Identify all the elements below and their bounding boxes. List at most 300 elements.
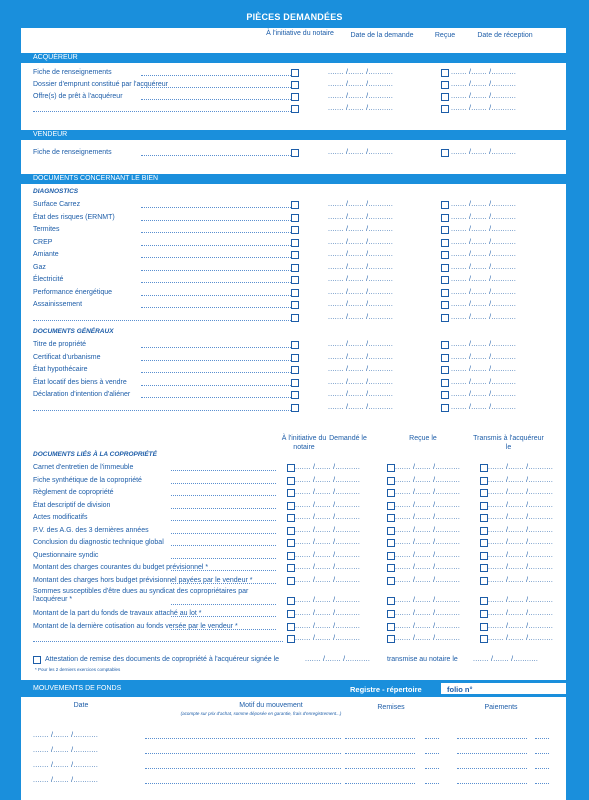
mvt-motif-2[interactable] xyxy=(145,761,341,769)
copro-row-7-date-demande[interactable]: ....... /....... /........... xyxy=(295,551,361,559)
mvt-header-paiements: Paiements xyxy=(484,704,518,711)
section-acquereur: ACQUÉREUR xyxy=(21,53,566,63)
diagnostic-row-0-initiative-checkbox[interactable] xyxy=(291,201,299,209)
copro-row-1-initiative-checkbox[interactable] xyxy=(287,477,295,485)
acquereur-row-3-leader xyxy=(33,104,293,112)
diagnostic-row-7-date-demande[interactable]: ....... /....... /........... xyxy=(328,288,394,296)
general-row-5-date-demande[interactable]: ....... /....... /........... xyxy=(328,403,394,411)
copro-row-7-recue-checkbox[interactable] xyxy=(387,552,395,560)
diagnostic-row-8-date-demande[interactable]: ....... /....... /........... xyxy=(328,301,394,308)
mvt-header-motif-sub: (acompte sur prix d'achat, somme déposée en garantie, frais d'enregistrement...) xyxy=(180,711,342,716)
copro-row-6-date-transmis[interactable]: ....... /....... /........... xyxy=(488,539,554,546)
vendeur-row-0-date-demande[interactable]: ....... /....... /........... xyxy=(328,149,394,156)
copro-row-2-transmis-checkbox[interactable] xyxy=(480,489,488,497)
copro-row-9-transmis-checkbox[interactable] xyxy=(480,577,488,585)
copro-row-3-date-recue[interactable]: ....... /....... /........... xyxy=(395,501,461,509)
mvt-row-0 xyxy=(21,731,566,741)
copro-row-11-transmis-checkbox[interactable] xyxy=(480,610,488,618)
general-row-1 xyxy=(21,353,566,363)
copro-row-11-date-demande[interactable]: ....... /....... /........... xyxy=(295,610,361,617)
diagnostic-row-2-initiative-checkbox[interactable] xyxy=(291,226,299,234)
section-bien: DOCUMENTS CONCERNANT LE BIEN xyxy=(21,174,566,184)
copro-row-1-label: Fiche synthétique de la copropriété xyxy=(33,476,142,484)
diagnostic-row-1-recue-checkbox[interactable] xyxy=(441,214,449,222)
diagnostic-row-6-label: Électricité xyxy=(33,276,64,283)
general-row-3-leader xyxy=(141,378,291,386)
copro-row-0-recue-checkbox[interactable] xyxy=(387,464,395,472)
diagnostic-row-8-initiative-checkbox[interactable] xyxy=(291,301,299,309)
copro-row-9-label: Montant des charges hors budget prévisionnel payées par le vendeur * xyxy=(33,576,253,584)
general-row-0-recue-checkbox[interactable] xyxy=(441,341,449,349)
copro-row-6-label: Conclusion du diagnostic technique global xyxy=(33,539,164,546)
copro-header-transmis: Transmis à l'acquéreur le xyxy=(473,435,544,451)
header-date-reception: Date de réception xyxy=(477,32,533,39)
copro-header-recue: Reçue le xyxy=(409,435,437,442)
copro-row-1 xyxy=(21,476,566,486)
copro-row-13-date-demande[interactable]: ....... /....... /........... xyxy=(295,635,361,642)
diagnostic-row-9-date-demande[interactable]: ....... /....... /........... xyxy=(328,313,394,321)
acquereur-row-1-date-demande[interactable]: ....... /....... /........... xyxy=(328,81,394,88)
copro-row-0-transmis-checkbox[interactable] xyxy=(480,464,488,472)
mvt-paiement-1[interactable] xyxy=(457,746,527,754)
copro-row-3-transmis-checkbox[interactable] xyxy=(480,502,488,510)
acquereur-row-2-initiative-checkbox[interactable] xyxy=(291,93,299,101)
diagnostic-row-4-date-reception[interactable]: ....... /....... /........... xyxy=(451,251,517,258)
copro-row-11-initiative-checkbox[interactable] xyxy=(287,610,295,618)
copro-row-8-leader xyxy=(171,563,276,571)
diagnostic-row-8-leader xyxy=(141,300,291,308)
diagnostic-row-8-label: Assainissement xyxy=(33,301,83,308)
copro-row-7-date-transmis[interactable]: ....... /....... /........... xyxy=(488,551,554,559)
diagnostic-row-7-label: Performance énergétique xyxy=(33,288,112,296)
copro-row-8-date-transmis[interactable]: ....... /....... /........... xyxy=(488,564,554,571)
mvt-paiement-cents-0[interactable] xyxy=(535,731,549,739)
general-row-0-label: Titre de propriété xyxy=(33,341,87,348)
acquereur-row-0-label: Fiche de renseignements xyxy=(33,69,112,76)
general-row-3-recue-checkbox[interactable] xyxy=(441,379,449,387)
mvt-paiement-0[interactable] xyxy=(457,731,527,739)
diagnostic-row-6-initiative-checkbox[interactable] xyxy=(291,276,299,284)
copro-row-1-leader xyxy=(171,476,276,484)
copro-row-9-date-recue[interactable]: ....... /....... /........... xyxy=(395,576,461,584)
acquereur-row-3-initiative-checkbox[interactable] xyxy=(291,105,299,113)
acquereur-row-0-date-demande[interactable]: ....... /....... /........... xyxy=(328,69,394,76)
generaux-title: DOCUMENTS GÉNÉRAUX xyxy=(33,328,114,335)
diagnostic-row-1 xyxy=(21,213,566,223)
diagnostic-row-6-leader xyxy=(141,275,291,283)
transmise-date[interactable]: ....... /....... /........... xyxy=(473,655,539,663)
general-row-4-initiative-checkbox[interactable] xyxy=(291,391,299,399)
diagnostic-row-6-date-demande[interactable]: ....... /....... /........... xyxy=(328,276,394,283)
diagnostic-row-4-date-demande[interactable]: ....... /....... /........... xyxy=(328,251,394,258)
copro-row-1-date-transmis[interactable]: ....... /....... /........... xyxy=(488,476,554,484)
copro-row-7-leader xyxy=(171,551,276,559)
general-row-3-date-demande[interactable]: ....... /....... /........... xyxy=(328,378,394,386)
mvt-motif-0[interactable] xyxy=(145,731,341,739)
copro-row-6-recue-checkbox[interactable] xyxy=(387,539,395,547)
copro-title: DOCUMENTS LIÉS À LA COPROPRIÉTÉ xyxy=(33,451,157,458)
copro-row-8-date-recue[interactable]: ....... /....... /........... xyxy=(395,564,461,571)
general-row-2-initiative-checkbox[interactable] xyxy=(291,366,299,374)
copro-row-3-label: État descriptif de division xyxy=(33,501,111,509)
diagnostic-row-3-label: CREP xyxy=(33,238,53,246)
mvt-date-3[interactable]: ....... /....... /........... xyxy=(33,777,99,784)
general-row-3-date-reception[interactable]: ....... /....... /........... xyxy=(451,378,517,386)
copro-row-2-leader xyxy=(171,488,276,496)
copro-row-0 xyxy=(21,463,566,473)
copro-row-7-initiative-checkbox[interactable] xyxy=(287,552,295,560)
copro-row-0-initiative-checkbox[interactable] xyxy=(287,464,295,472)
diagnostic-row-9 xyxy=(21,313,566,323)
mvt-paiement-cents-1[interactable] xyxy=(535,746,549,754)
acquereur-row-2-label: Offre(s) de prêt à l'acquéreur xyxy=(33,93,123,100)
general-row-1-recue-checkbox[interactable] xyxy=(441,354,449,362)
copro-row-10-transmis-checkbox[interactable] xyxy=(480,597,488,605)
copro-row-0-date-recue[interactable]: ....... /....... /........... xyxy=(395,464,461,471)
copro-row-5-date-transmis[interactable]: ....... /....... /........... xyxy=(488,526,554,534)
copro-row-8 xyxy=(21,563,566,573)
copro-row-8-recue-checkbox[interactable] xyxy=(387,564,395,572)
general-row-2-date-reception[interactable]: ....... /....... /........... xyxy=(451,366,517,373)
general-row-1-date-reception[interactable]: ....... /....... /........... xyxy=(451,353,517,361)
copro-row-6 xyxy=(21,538,566,548)
copro-row-4-recue-checkbox[interactable] xyxy=(387,514,395,522)
mvt-header-remises: Remises xyxy=(377,704,405,711)
diagnostic-row-8 xyxy=(21,300,566,310)
general-row-0-date-reception[interactable]: ....... /....... /........... xyxy=(451,341,517,348)
copro-row-8-transmis-checkbox[interactable] xyxy=(480,564,488,572)
copro-row-5-recue-checkbox[interactable] xyxy=(387,527,395,535)
general-row-5-recue-checkbox[interactable] xyxy=(441,404,449,412)
copro-row-4-date-recue[interactable]: ....... /....... /........... xyxy=(395,514,461,521)
copro-row-9-recue-checkbox[interactable] xyxy=(387,577,395,585)
mvt-remise-cents-3[interactable] xyxy=(425,776,439,784)
copro-row-5-label: P.V. des A.G. des 3 dernières années xyxy=(33,526,149,534)
copro-row-11-date-recue[interactable]: ....... /....... /........... xyxy=(395,610,461,617)
general-row-5 xyxy=(21,403,566,413)
diagnostic-row-3-leader xyxy=(141,238,291,246)
copro-row-7-date-recue[interactable]: ....... /....... /........... xyxy=(395,551,461,559)
copro-row-10-recue-checkbox[interactable] xyxy=(387,597,395,605)
general-row-3-initiative-checkbox[interactable] xyxy=(291,379,299,387)
diagnostic-row-4-recue-checkbox[interactable] xyxy=(441,251,449,259)
diagnostic-row-9-initiative-checkbox[interactable] xyxy=(291,314,299,322)
copro-row-2-recue-checkbox[interactable] xyxy=(387,489,395,497)
general-row-0 xyxy=(21,340,566,350)
copro-row-0-date-transmis[interactable]: ....... /....... /........... xyxy=(488,464,554,471)
copro-row-0-date-demande[interactable]: ....... /....... /........... xyxy=(295,464,361,471)
copro-row-5-date-demande[interactable]: ....... /....... /........... xyxy=(295,526,361,534)
acquereur-row-1-leader xyxy=(141,80,291,88)
copro-row-6-date-demande[interactable]: ....... /....... /........... xyxy=(295,539,361,546)
copro-row-1-date-demande[interactable]: ....... /....... /........... xyxy=(295,476,361,484)
diagnostic-row-2-date-demande[interactable]: ....... /....... /........... xyxy=(328,226,394,233)
copro-row-10-initiative-checkbox[interactable] xyxy=(287,597,295,605)
diagnostic-row-1-date-demande[interactable]: ....... /....... /........... xyxy=(328,213,394,221)
header-recue: Reçue xyxy=(434,32,456,39)
diagnostic-row-9-recue-checkbox[interactable] xyxy=(441,314,449,322)
diagnostic-row-9-leader xyxy=(33,313,293,321)
general-row-5-initiative-checkbox[interactable] xyxy=(291,404,299,412)
copro-row-12-date-transmis[interactable]: ....... /....... /........... xyxy=(488,622,554,630)
diagnostic-row-8-date-reception[interactable]: ....... /....... /........... xyxy=(451,301,517,308)
vendeur-row-0-leader xyxy=(141,148,291,156)
diagnostic-row-7-date-reception[interactable]: ....... /....... /........... xyxy=(451,288,517,296)
copro-row-12-initiative-checkbox[interactable] xyxy=(287,623,295,631)
diagnostic-row-3-date-reception[interactable]: ....... /....... /........... xyxy=(451,238,517,246)
mvt-paiement-cents-3[interactable] xyxy=(535,776,549,784)
copro-row-3-initiative-checkbox[interactable] xyxy=(287,502,295,510)
copro-row-10-label: Sommes susceptibles d'être dues au syndicat des copropriétaires par l'acquéreur * xyxy=(33,588,249,603)
acquereur-row-2-leader xyxy=(141,92,291,100)
copro-row-6-leader xyxy=(171,538,276,546)
acquereur-row-0-initiative-checkbox[interactable] xyxy=(291,69,299,77)
mvt-paiement-cents-2[interactable] xyxy=(535,761,549,769)
acquereur-row-3 xyxy=(21,104,566,114)
copro-row-11-leader xyxy=(171,609,276,617)
diagnostic-row-5 xyxy=(21,263,566,273)
copro-row-8-initiative-checkbox[interactable] xyxy=(287,564,295,572)
copro-row-5-leader xyxy=(171,526,276,534)
copro-row-2-label: Règlement de copropriété xyxy=(33,489,114,496)
vendeur-row-0-initiative-checkbox[interactable] xyxy=(291,149,299,157)
copro-row-12-transmis-checkbox[interactable] xyxy=(480,623,488,631)
copro-row-1-recue-checkbox[interactable] xyxy=(387,477,395,485)
copro-row-11-date-transmis[interactable]: ....... /....... /........... xyxy=(488,610,554,617)
copro-row-5-date-recue[interactable]: ....... /....... /........... xyxy=(395,526,461,534)
diagnostic-row-5-date-reception[interactable]: ....... /....... /........... xyxy=(451,263,517,271)
copro-row-13-initiative-checkbox[interactable] xyxy=(287,635,295,643)
copro-row-8-label: Montant des charges courantes du budget prévisionnel * xyxy=(33,564,209,571)
mvt-row-3 xyxy=(21,776,566,786)
mvt-header-date: Date xyxy=(73,702,89,709)
copro-row-5-transmis-checkbox[interactable] xyxy=(480,527,488,535)
copro-row-9-date-transmis[interactable]: ....... /....... /........... xyxy=(488,576,554,584)
header-date-demande: Date de la demande xyxy=(350,32,414,39)
diagnostic-row-2-label: Termites xyxy=(33,226,60,233)
diagnostic-row-7-recue-checkbox[interactable] xyxy=(441,289,449,297)
diagnostic-row-2-recue-checkbox[interactable] xyxy=(441,226,449,234)
acquereur-row-1-date-reception[interactable]: ....... /....... /........... xyxy=(451,81,517,88)
copro-row-13-date-transmis[interactable]: ....... /....... /........... xyxy=(488,635,554,642)
copro-row-13-leader xyxy=(33,634,283,642)
diagnostic-row-1-leader xyxy=(141,213,291,221)
acquereur-row-2-date-demande[interactable]: ....... /....... /........... xyxy=(328,93,394,100)
diagnostic-row-5-recue-checkbox[interactable] xyxy=(441,264,449,272)
copro-row-5-initiative-checkbox[interactable] xyxy=(287,527,295,535)
copro-row-5 xyxy=(21,526,566,536)
mvt-remise-3[interactable] xyxy=(345,776,415,784)
acquereur-row-0-date-reception[interactable]: ....... /....... /........... xyxy=(451,69,517,76)
diagnostic-row-0-recue-checkbox[interactable] xyxy=(441,201,449,209)
mvt-motif-3[interactable] xyxy=(145,776,341,784)
diagnostic-row-2-date-reception[interactable]: ....... /....... /........... xyxy=(451,226,517,233)
diagnostic-row-7-initiative-checkbox[interactable] xyxy=(291,289,299,297)
general-row-5-date-reception[interactable]: ....... /....... /........... xyxy=(451,403,517,411)
section-vendeur: VENDEUR xyxy=(21,130,566,140)
vendeur-row-0-label: Fiche de renseignements xyxy=(33,149,112,156)
general-row-2-leader xyxy=(141,365,291,373)
copro-row-7-transmis-checkbox[interactable] xyxy=(480,552,488,560)
copro-row-12-recue-checkbox[interactable] xyxy=(387,623,395,631)
diagnostic-row-1-label: État des risques (ERNMT) xyxy=(33,213,115,221)
copro-row-4-label: Actes modificatifs xyxy=(33,514,88,521)
acquereur-row-0-leader xyxy=(141,68,291,76)
attestation-label: Attestation de remise des documents de copropriété à l'acquéreur signée le xyxy=(45,655,280,663)
mvt-remise-2[interactable] xyxy=(345,761,415,769)
diagnostic-row-6-date-reception[interactable]: ....... /....... /........... xyxy=(451,276,517,283)
copro-row-12 xyxy=(21,622,566,632)
copro-row-2-date-transmis[interactable]: ....... /....... /........... xyxy=(488,489,554,496)
mvt-date-0[interactable]: ....... /....... /........... xyxy=(33,732,99,739)
acquereur-row-3-recue-checkbox[interactable] xyxy=(441,105,449,113)
copro-row-12-date-demande[interactable]: ....... /....... /........... xyxy=(295,622,361,630)
diagnostic-row-7 xyxy=(21,288,566,298)
mvt-row-2 xyxy=(21,761,566,771)
acquereur-row-2-recue-checkbox[interactable] xyxy=(441,93,449,101)
copro-row-1-date-recue[interactable]: ....... /....... /........... xyxy=(395,476,461,484)
acquereur-row-0-recue-checkbox[interactable] xyxy=(441,69,449,77)
diagnostic-row-3-date-demande[interactable]: ....... /....... /........... xyxy=(328,238,394,246)
vendeur-row-0 xyxy=(21,148,566,158)
copro-row-3-date-transmis[interactable]: ....... /....... /........... xyxy=(488,501,554,509)
acquereur-row-1-recue-checkbox[interactable] xyxy=(441,81,449,89)
diagnostic-row-1-initiative-checkbox[interactable] xyxy=(291,214,299,222)
diagnostic-row-4-initiative-checkbox[interactable] xyxy=(291,251,299,259)
copro-row-3-date-demande[interactable]: ....... /....... /........... xyxy=(295,501,361,509)
mvt-paiement-2[interactable] xyxy=(457,761,527,769)
diagnostic-row-7-leader xyxy=(141,288,291,296)
mvt-header-motif: Motif du mouvement xyxy=(239,702,303,709)
mvt-remise-0[interactable] xyxy=(345,731,415,739)
copro-row-13-date-recue[interactable]: ....... /....... /........... xyxy=(395,635,461,642)
copro-row-4 xyxy=(21,513,566,523)
mouvements-sheet xyxy=(21,697,566,800)
general-row-5-leader xyxy=(33,403,293,411)
copro-row-9 xyxy=(21,576,566,586)
copro-row-3-leader xyxy=(171,501,276,509)
diagnostic-row-0 xyxy=(21,200,566,210)
general-row-4-date-demande[interactable]: ....... /....... /........... xyxy=(328,391,394,398)
mvt-motif-1[interactable] xyxy=(145,746,341,754)
general-row-1-leader xyxy=(141,353,291,361)
copro-row-12-date-recue[interactable]: ....... /....... /........... xyxy=(395,622,461,630)
copro-row-4-transmis-checkbox[interactable] xyxy=(480,514,488,522)
copro-row-6-transmis-checkbox[interactable] xyxy=(480,539,488,547)
diagnostic-row-0-date-reception[interactable]: ....... /....... /........... xyxy=(451,201,517,208)
copro-row-10-date-transmis[interactable]: ....... /....... /........... xyxy=(488,597,554,604)
mouvements-title: MOUVEMENTS DE FONDS xyxy=(33,685,122,692)
copro-row-11 xyxy=(21,609,566,619)
general-row-4 xyxy=(21,390,566,400)
general-row-1-date-demande[interactable]: ....... /....... /........... xyxy=(328,353,394,361)
general-row-1-initiative-checkbox[interactable] xyxy=(291,354,299,362)
copro-row-0-label: Carnet d'entretien de l'immeuble xyxy=(33,464,134,471)
mvt-date-2[interactable]: ....... /....... /........... xyxy=(33,762,99,769)
diagnostic-row-0-label: Surface Carrez xyxy=(33,201,81,208)
copro-row-6-initiative-checkbox[interactable] xyxy=(287,539,295,547)
folio-field[interactable] xyxy=(441,683,566,694)
copro-row-13-recue-checkbox[interactable] xyxy=(387,635,395,643)
attestation-checkbox[interactable] xyxy=(33,656,41,664)
diagnostic-row-3-recue-checkbox[interactable] xyxy=(441,239,449,247)
general-row-4-date-reception[interactable]: ....... /....... /........... xyxy=(451,391,517,398)
copro-row-3 xyxy=(21,501,566,511)
general-row-4-recue-checkbox[interactable] xyxy=(441,391,449,399)
mvt-remise-cents-0[interactable] xyxy=(425,731,439,739)
diagnostic-row-9-date-reception[interactable]: ....... /....... /........... xyxy=(451,313,517,321)
diagnostic-row-6 xyxy=(21,275,566,285)
copro-row-10-date-recue[interactable]: ....... /....... /........... xyxy=(395,597,461,604)
mvt-remise-cents-1[interactable] xyxy=(425,746,439,754)
diagnostic-row-6-recue-checkbox[interactable] xyxy=(441,276,449,284)
mvt-remise-1[interactable] xyxy=(345,746,415,754)
diagnostic-row-5-initiative-checkbox[interactable] xyxy=(291,264,299,272)
copro-header-demande: Demandé le xyxy=(329,435,367,442)
copro-row-2-date-demande[interactable]: ....... /....... /........... xyxy=(295,489,361,496)
diagnostic-row-1-date-reception[interactable]: ....... /....... /........... xyxy=(451,213,517,221)
vendeur-row-0-date-reception[interactable]: ....... /....... /........... xyxy=(451,149,517,156)
copro-row-11-recue-checkbox[interactable] xyxy=(387,610,395,618)
diagnostic-row-5-date-demande[interactable]: ....... /....... /........... xyxy=(328,263,394,271)
general-row-2-recue-checkbox[interactable] xyxy=(441,366,449,374)
copro-row-2-date-recue[interactable]: ....... /....... /........... xyxy=(395,489,461,496)
copro-row-10-date-demande[interactable]: ....... /....... /........... xyxy=(295,597,361,604)
acquereur-row-1-initiative-checkbox[interactable] xyxy=(291,81,299,89)
general-row-3 xyxy=(21,378,566,388)
general-row-0-date-demande[interactable]: ....... /....... /........... xyxy=(328,341,394,348)
acquereur-row-3-date-reception[interactable]: ....... /....... /........... xyxy=(451,105,517,112)
copro-row-13-transmis-checkbox[interactable] xyxy=(480,635,488,643)
mvt-paiement-3[interactable] xyxy=(457,776,527,784)
diagnostic-row-0-date-demande[interactable]: ....... /....... /........... xyxy=(328,201,394,208)
copro-row-4-initiative-checkbox[interactable] xyxy=(287,514,295,522)
copro-row-2-initiative-checkbox[interactable] xyxy=(287,489,295,497)
general-row-2-label: État hypothécaire xyxy=(33,366,88,373)
copro-row-4-leader xyxy=(171,513,276,521)
copro-header-initiative: À l'initiative du notaire xyxy=(281,435,327,451)
copro-row-3-recue-checkbox[interactable] xyxy=(387,502,395,510)
copro-row-8-date-demande[interactable]: ....... /....... /........... xyxy=(295,564,361,571)
mvt-date-1[interactable]: ....... /....... /........... xyxy=(33,747,99,754)
vendeur-row-0-recue-checkbox[interactable] xyxy=(441,149,449,157)
copro-row-9-initiative-checkbox[interactable] xyxy=(287,577,295,585)
acquereur-row-2-date-reception[interactable]: ....... /....... /........... xyxy=(451,93,517,100)
diagnostic-row-3-initiative-checkbox[interactable] xyxy=(291,239,299,247)
attestation-date[interactable]: ....... /....... /........... xyxy=(305,655,371,663)
copro-row-13 xyxy=(21,634,566,644)
copro-row-7 xyxy=(21,551,566,561)
general-row-4-label: Déclaration d'intention d'aliéner xyxy=(33,391,131,398)
copro-row-11-label: Montant de la part du fonds de travaux attaché au lot * xyxy=(33,610,202,617)
general-row-0-initiative-checkbox[interactable] xyxy=(291,341,299,349)
diagnostic-row-2 xyxy=(21,225,566,235)
diagnostic-row-5-leader xyxy=(141,263,291,271)
copro-row-6-date-recue[interactable]: ....... /....... /........... xyxy=(395,539,461,546)
general-row-2-date-demande[interactable]: ....... /....... /........... xyxy=(328,366,394,373)
header-initiative: À l'initiative du notaire xyxy=(266,30,334,37)
general-row-0-leader xyxy=(141,340,291,348)
copro-row-4-date-demande[interactable]: ....... /....... /........... xyxy=(295,514,361,521)
copro-row-1-transmis-checkbox[interactable] xyxy=(480,477,488,485)
mvt-remise-cents-2[interactable] xyxy=(425,761,439,769)
diagnostic-row-8-recue-checkbox[interactable] xyxy=(441,301,449,309)
acquereur-row-3-date-demande[interactable]: ....... /....... /........... xyxy=(328,105,394,112)
copro-row-9-date-demande[interactable]: ....... /....... /........... xyxy=(295,576,361,584)
copro-row-4-date-transmis[interactable]: ....... /....... /........... xyxy=(488,514,554,521)
diagnostic-row-2-leader xyxy=(141,225,291,233)
attestation-row xyxy=(21,655,566,665)
